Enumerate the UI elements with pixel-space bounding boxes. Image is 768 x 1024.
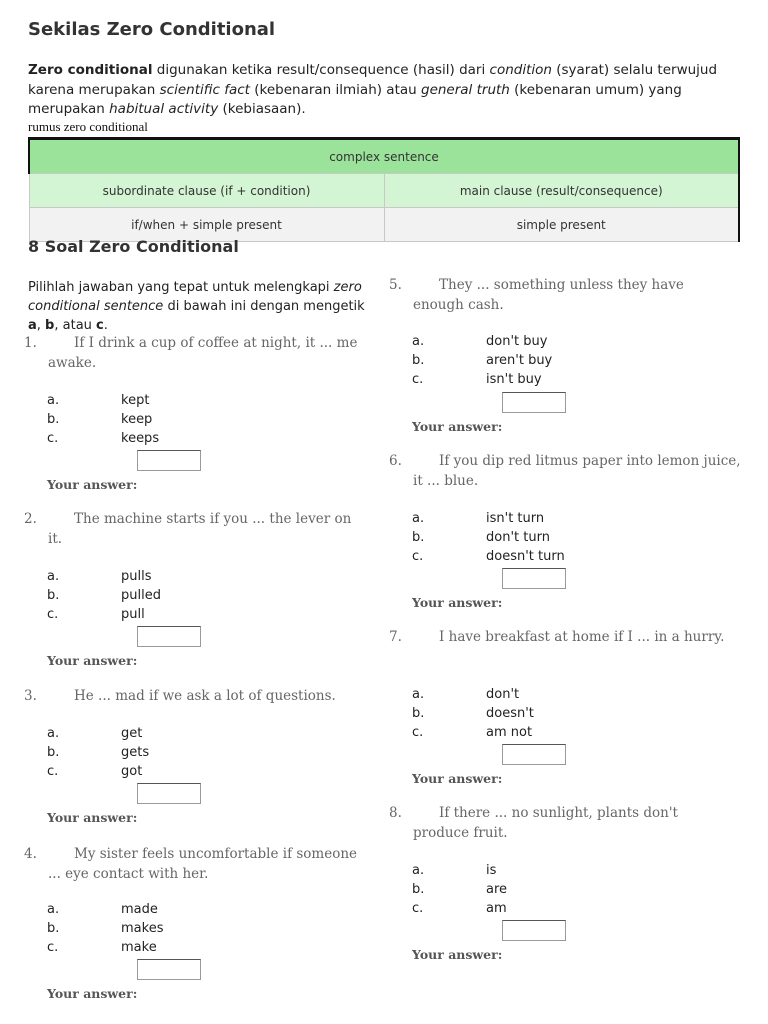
option-value: am [486,901,507,916]
instr-letter: c [96,318,104,333]
option-value: kept [121,393,150,408]
instr-letter: b [45,318,55,333]
option-value: doesn't [486,706,534,721]
formula-table [28,137,740,242]
table-cell: subordinate clause (if + condition) [29,174,384,208]
option-value: make [121,940,157,955]
option-letter: c. [47,764,59,779]
option-value: is [486,863,497,878]
option-value: got [121,764,143,779]
instr-text: , [36,318,46,333]
question-number: 4. [24,846,37,862]
your-answer-label: Your answer: [412,595,503,610]
option-letter: a. [47,902,60,917]
option-letter: c. [47,607,59,622]
intro-term: Zero conditional [28,62,153,78]
option-value: don't buy [486,334,548,349]
question-number: 3. [24,688,37,704]
option-letter: a. [412,863,425,878]
answer-input[interactable] [137,959,201,980]
page-title: Sekilas Zero Conditional [28,19,276,40]
intro-text: (kebenaran umum) yang merupakan [28,81,682,117]
option-letter: b. [412,706,425,721]
table-row [29,139,739,174]
option-letter: b. [47,412,60,427]
intro-text: (syarat) selalu terwujud karena merupakan [28,62,718,98]
option-letter: b. [47,588,60,603]
option-value: gets [121,745,150,760]
intro-italic: condition [489,62,552,78]
option-value: pull [121,607,145,622]
option-letter: a. [412,334,425,349]
intro-italic: scientific fact [159,81,250,98]
option-value: pulls [121,569,152,584]
option-letter: a. [47,726,60,741]
question-number: 2. [24,511,37,527]
option-letter: c. [412,901,424,916]
table-cell: if/when + simple present [29,208,384,242]
option-value: pulled [121,588,161,603]
option-value: made [121,902,158,917]
answer-input[interactable] [502,392,566,413]
question-prompt: He ... mad if we ask a lot of questions. [74,688,336,704]
your-answer-label: Your answer: [412,947,503,962]
your-answer-label: Your answer: [412,419,503,434]
intro-italic: habitual activity [109,101,219,117]
option-letter: b. [412,530,425,545]
instr-italic: zero conditional sentence [28,280,362,314]
question-number: 7. [389,629,402,645]
table-cell: main clause (result/consequence) [384,174,739,208]
intro-text: (kebiasaan). [218,101,306,117]
question-prompt: If you dip red litmus paper into lemon juice, it ... blue. [413,453,741,489]
section-title: 8 Soal Zero Conditional [28,237,239,256]
option-letter: b. [412,353,425,368]
instr-text: Pilihlah jawaban yang tepat untuk melengkapi [28,280,334,295]
intro-paragraph [28,61,728,120]
answer-input[interactable] [137,783,201,804]
instr-text: di bawah ini dengan mengetik [163,299,365,314]
your-answer-label: Your answer: [47,653,138,668]
option-letter: a. [412,687,425,702]
option-value: doesn't turn [486,549,565,564]
instr-text: , atau [54,318,97,333]
table-cell: simple present [384,208,739,242]
question-number: 5. [389,277,402,293]
your-answer-label: Your answer: [412,771,503,786]
your-answer-label: Your answer: [47,477,138,492]
table-header: complex sentence [29,139,739,174]
answer-input[interactable] [502,920,566,941]
instr-letter: a [28,318,37,333]
question-number: 1. [24,335,37,351]
option-value: makes [121,921,164,936]
question-number: 6. [389,453,402,469]
option-letter: c. [412,725,424,740]
table-row [29,174,739,208]
instr-text: . [103,318,108,333]
intro-text: digunakan ketika result/consequence (hasil) dari [152,62,490,78]
answer-input[interactable] [502,568,566,589]
option-letter: a. [412,511,425,526]
option-letter: c. [412,549,424,564]
question-prompt: They ... something unless they have enough cash. [413,277,684,313]
option-letter: b. [47,921,60,936]
option-letter: c. [47,940,59,955]
option-value: keeps [121,431,160,446]
option-letter: b. [412,882,425,897]
formula-caption: rumus zero conditional [28,119,148,134]
option-value: isn't turn [486,511,545,526]
question-prompt: I have breakfast at home if I ... in a hurry. [439,629,725,645]
instructions [28,278,378,335]
your-answer-label: Your answer: [47,810,138,825]
intro-italic: general truth [421,81,510,98]
question-prompt: The machine starts if you ... the lever on it. [48,511,352,547]
option-value: don't turn [486,530,550,545]
your-answer-label: Your answer: [47,986,138,1001]
option-letter: c. [47,431,59,446]
answer-input[interactable] [137,626,201,647]
question-prompt: If I drink a cup of coffee at night, it ... me awake. [48,335,358,371]
intro-text: (kebenaran ilmiah) atau [249,81,421,98]
option-value: isn't buy [486,372,542,387]
option-letter: a. [47,569,60,584]
option-value: am not [486,725,533,740]
option-value: are [486,882,508,897]
answer-input[interactable] [137,450,201,471]
option-value: keep [121,412,153,427]
option-value: get [121,726,143,741]
answer-input[interactable] [502,744,566,765]
question-prompt: My sister feels uncomfortable if someone ... eye contact with her. [48,846,358,882]
option-value: aren't buy [486,353,553,368]
question-number: 8. [389,805,402,821]
option-value: don't [486,687,520,702]
option-letter: b. [47,745,60,760]
option-letter: c. [412,372,424,387]
option-letter: a. [47,393,60,408]
question-prompt: If there ... no sunlight, plants don't produce fruit. [413,805,678,841]
